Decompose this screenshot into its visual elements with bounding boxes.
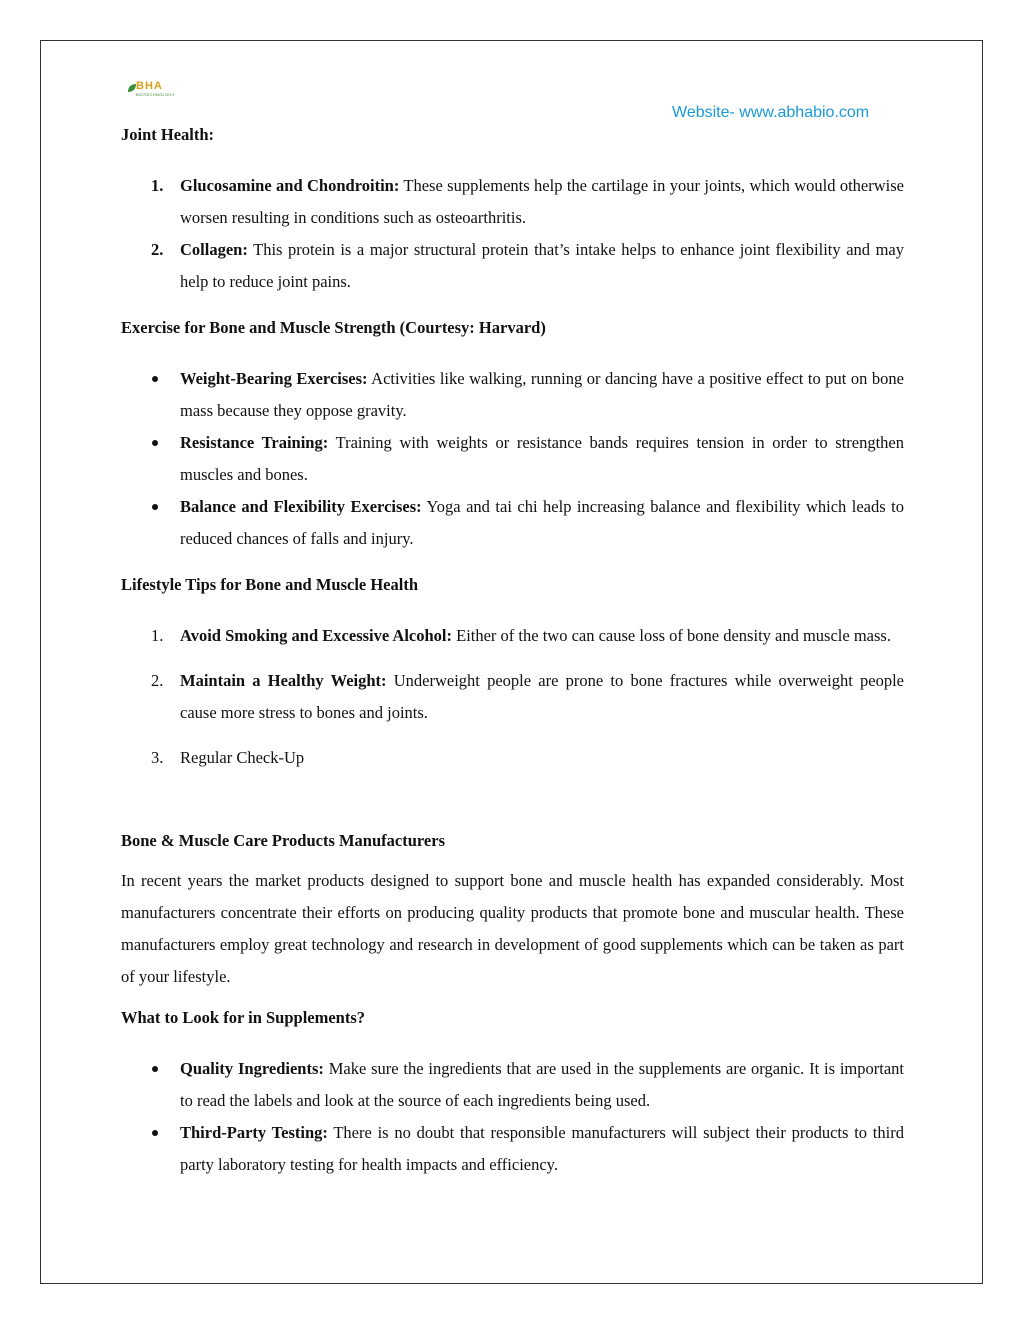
item-term: Weight-Bearing Exercises: <box>180 369 368 388</box>
item-text: Make sure the ingredients that are used in the supplements are organic. It is important to read the labels and look at the source of each ingredients being used. <box>180 1059 905 1110</box>
list-item <box>121 665 904 729</box>
manufacturers-paragraph: In recent years the market products designed to support bone and muscle health has expanded considerably. Most manufacturers concentrate their efforts on producing quality products that promote bone and muscular health. These manufacturers employ great technology and research in development of good supplements which can be taken as part of your lifestyle. <box>121 871 904 986</box>
list-item <box>121 491 904 555</box>
manufacturers-heading: Bone & Muscle Care Products Manufacturers <box>121 831 445 850</box>
document-body <box>121 124 904 1181</box>
item-term: Third-Party Testing: <box>180 1123 328 1142</box>
item-text: Underweight people are prone to bone fractures while overweight people cause more stress to bones and joints. <box>180 671 904 722</box>
supplements-list <box>121 1053 904 1181</box>
item-number: 1. <box>151 176 164 195</box>
list-item <box>121 363 904 427</box>
list-item <box>121 234 904 298</box>
lifestyle-list <box>121 620 904 774</box>
item-text: Either of the two can cause loss of bone density and muscle mass. <box>451 626 891 645</box>
list-item <box>121 427 904 491</box>
item-number: 2. <box>151 671 164 690</box>
item-number: 3. <box>151 748 164 767</box>
website-link[interactable]: Website- www.abhabio.com <box>672 104 870 121</box>
list-item <box>121 1117 904 1181</box>
item-text: These supplements help the cartilage in your joints, which would otherwise worsen resulting in conditions such as osteoarthritis. <box>180 176 904 227</box>
logo-text: BHA <box>136 80 163 92</box>
exercise-list <box>121 363 904 555</box>
list-item <box>121 742 904 774</box>
item-text: Training with weights or resistance bands requires tension in order to strengthen muscles and bones. <box>180 433 904 484</box>
item-term: Resistance Training: <box>180 433 329 452</box>
item-text: There is no doubt that responsible manufacturers will subject their products to third party laboratory testing for health impacts and efficiency. <box>180 1123 904 1174</box>
list-item <box>121 1053 904 1117</box>
supplements-heading: What to Look for in Supplements? <box>121 1008 366 1027</box>
list-item <box>121 620 904 652</box>
item-term: Avoid Smoking and Excessive Alcohol: <box>180 626 452 645</box>
item-text: Activities like walking, running or dancing have a positive effect to put on bone mass because they oppose gravity. <box>180 369 904 420</box>
bullet-icon <box>152 1130 158 1136</box>
logo-subtext: BIOTECHNOLOGY <box>136 92 175 97</box>
item-term: Quality Ingredients: <box>180 1059 324 1078</box>
lifestyle-heading: Lifestyle Tips for Bone and Muscle Health <box>121 575 419 594</box>
item-text: This protein is a major structural protein that’s intake helps to enhance joint flexibility and may help to reduce joint pains. <box>180 240 904 291</box>
item-term: Maintain a Healthy Weight: <box>180 671 387 690</box>
item-number: 2. <box>151 240 164 259</box>
item-number: 1. <box>151 626 164 645</box>
bullet-icon <box>152 440 158 446</box>
item-term: Balance and Flexibility Exercises: <box>180 497 422 516</box>
joint-health-list <box>121 170 904 298</box>
joint-health-heading: Joint Health: <box>121 125 215 144</box>
item-term: Glucosamine and Chondroitin: <box>180 176 400 195</box>
company-logo <box>127 80 177 100</box>
bullet-icon <box>152 376 158 382</box>
item-term: Collagen: <box>180 240 248 259</box>
bullet-icon <box>152 1066 158 1072</box>
exercise-heading: Exercise for Bone and Muscle Strength (Courtesy: Harvard) <box>121 318 546 337</box>
list-item <box>121 170 904 234</box>
bullet-icon <box>152 504 158 510</box>
item-text: Regular Check-Up <box>180 748 305 767</box>
item-text: Yoga and tai chi help increasing balance and flexibility which leads to reduced chances of falls and injury. <box>180 497 905 548</box>
